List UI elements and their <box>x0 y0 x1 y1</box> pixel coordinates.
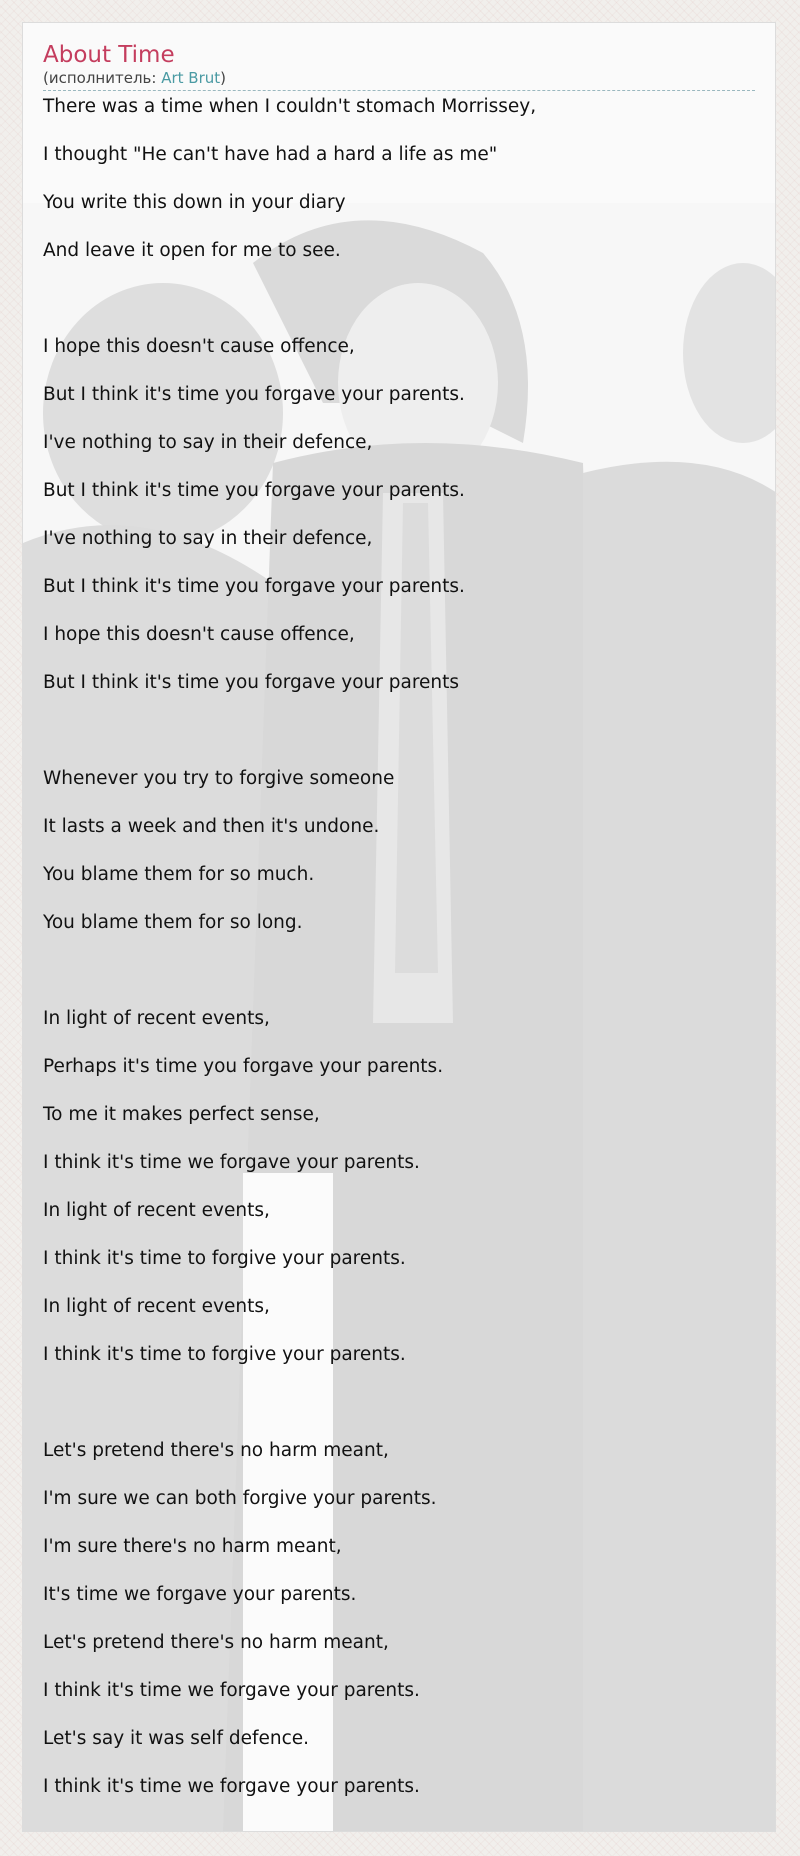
song-title: About Time <box>43 42 175 68</box>
lyric-line: But I think it's time you forgave your parents. <box>43 384 465 405</box>
lyric-line: I'm sure there's no harm meant, <box>43 1536 342 1557</box>
artist-credit <box>43 69 755 91</box>
lyric-line: But I think it's time you forgave your parents. <box>43 576 465 597</box>
lyric-line: But I think it's time you forgave your parents. <box>43 480 465 501</box>
lyric-line: You write this down in your diary <box>43 192 346 213</box>
lyric-line: Whenever you try to forgive someone <box>43 768 395 789</box>
stanza-gap <box>43 1391 755 1439</box>
stanza-gap <box>43 959 755 1007</box>
lyric-line: I thought "He can't have had a hard a life as me" <box>43 144 498 165</box>
credit-suffix: ) <box>220 69 226 87</box>
lyric-line: I hope this doesn't cause offence, <box>43 624 355 645</box>
lyrics-body <box>43 95 755 1799</box>
stanza-gap <box>43 719 755 767</box>
lyric-line: In light of recent events, <box>43 1296 270 1317</box>
lyric-line: You blame them for so much. <box>43 864 315 885</box>
lyric-line: Let's pretend there's no harm meant, <box>43 1632 389 1653</box>
lyric-line: There was a time when I couldn't stomach Morrissey, <box>43 96 537 117</box>
stanza <box>43 1007 755 1367</box>
lyric-line: It's time we forgave your parents. <box>43 1584 357 1605</box>
stanza <box>43 1439 755 1799</box>
lyric-line: Let's say it was self defence. <box>43 1728 310 1749</box>
lyric-line: In light of recent events, <box>43 1008 270 1029</box>
lyric-line: To me it makes perfect sense, <box>43 1104 320 1125</box>
stanza <box>43 767 755 935</box>
stanza <box>43 95 755 263</box>
lyric-line: I've nothing to say in their defence, <box>43 528 373 549</box>
lyric-line: I hope this doesn't cause offence, <box>43 336 355 357</box>
stanza <box>43 335 755 695</box>
lyric-line: And leave it open for me to see. <box>43 240 341 261</box>
credit-prefix: (исполнитель: <box>43 69 162 87</box>
lyric-line: In light of recent events, <box>43 1200 270 1221</box>
lyric-line: I think it's time we forgave your parents. <box>43 1776 420 1797</box>
lyric-line: I think it's time we forgave your parents. <box>43 1680 420 1701</box>
lyrics-content <box>43 41 755 1823</box>
lyrics-card <box>22 22 776 1832</box>
lyric-line: I'm sure we can both forgive your parents. <box>43 1488 437 1509</box>
lyric-line: You blame them for so long. <box>43 912 303 933</box>
lyric-line: But I think it's time you forgave your parents <box>43 672 460 693</box>
artist-link[interactable]: Art Brut <box>161 69 221 87</box>
lyric-line: It lasts a week and then it's undone. <box>43 816 380 837</box>
lyric-line: Perhaps it's time you forgave your parents. <box>43 1056 444 1077</box>
lyric-line: I've nothing to say in their defence, <box>43 432 373 453</box>
lyric-line: Let's pretend there's no harm meant, <box>43 1440 389 1461</box>
lyric-line: I think it's time to forgive your parents. <box>43 1344 406 1365</box>
lyric-line: I think it's time we forgave your parents. <box>43 1152 420 1173</box>
lyric-line: I think it's time to forgive your parents. <box>43 1248 406 1269</box>
stanza-gap <box>43 287 755 335</box>
